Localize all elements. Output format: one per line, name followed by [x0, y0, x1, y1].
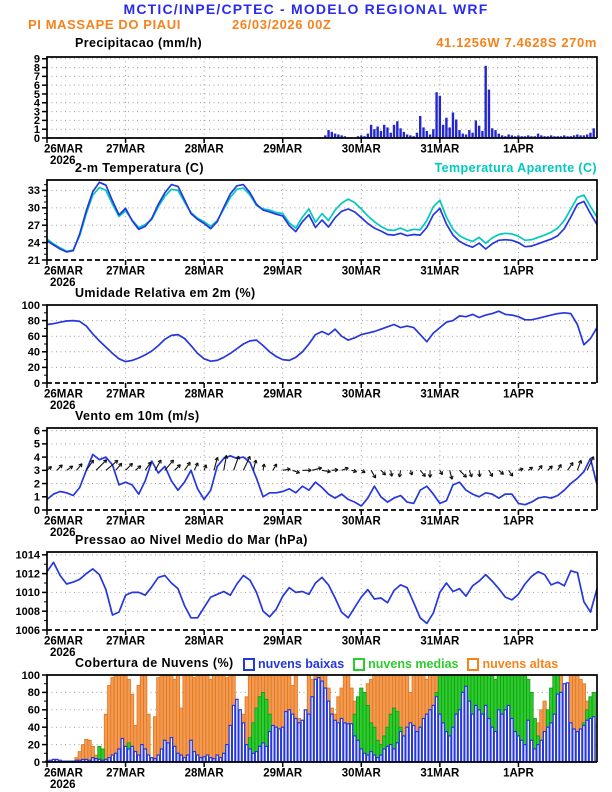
svg-text:80: 80	[27, 315, 40, 328]
svg-text:28MAR: 28MAR	[184, 767, 224, 780]
svg-text:3: 3	[33, 106, 40, 119]
svg-text:1APR: 1APR	[503, 388, 534, 401]
svg-text:60: 60	[27, 704, 40, 717]
svg-text:28MAR: 28MAR	[184, 265, 224, 278]
line-line_blue	[47, 182, 597, 252]
station-coords: 41.1256W 7.4628S 270m	[436, 35, 597, 50]
panel-title-humidity: Umidade Relativa em 2m (%)	[75, 286, 256, 300]
svg-text:2026: 2026	[50, 647, 76, 659]
svg-text:29MAR: 29MAR	[263, 143, 303, 156]
svg-text:20: 20	[27, 362, 40, 375]
svg-text:27: 27	[27, 220, 40, 233]
svg-text:29MAR: 29MAR	[263, 767, 303, 780]
svg-text:0: 0	[33, 756, 40, 769]
svg-text:20: 20	[27, 739, 40, 752]
svg-text:2026: 2026	[50, 400, 76, 412]
legend-label-mid: nuvens medias	[368, 657, 459, 671]
svg-text:6: 6	[33, 425, 40, 438]
panel-mslp	[16, 550, 597, 659]
svg-text:0: 0	[33, 132, 40, 145]
wind-speed-line	[47, 455, 597, 507]
panel-title-clouds: Cobertura de Nuvens (%)	[75, 656, 234, 670]
svg-text:100: 100	[21, 669, 40, 682]
svg-text:2026: 2026	[50, 527, 76, 539]
svg-text:1APR: 1APR	[503, 767, 534, 780]
svg-text:4: 4	[33, 451, 40, 464]
panel-clouds	[22, 670, 597, 791]
svg-text:26MAR: 26MAR	[44, 265, 83, 278]
svg-text:21: 21	[27, 254, 40, 267]
svg-text:1006: 1006	[15, 624, 40, 637]
svg-text:1APR: 1APR	[503, 515, 534, 528]
svg-text:2: 2	[33, 478, 40, 491]
svg-text:29MAR: 29MAR	[263, 515, 303, 528]
svg-text:1: 1	[33, 491, 40, 504]
svg-text:27MAR: 27MAR	[106, 143, 146, 156]
svg-text:40: 40	[27, 722, 40, 734]
svg-text:1APR: 1APR	[503, 635, 534, 648]
svg-text:26MAR: 26MAR	[44, 767, 83, 780]
svg-text:30MAR: 30MAR	[341, 767, 381, 780]
svg-text:27MAR: 27MAR	[106, 767, 146, 780]
panel-title-apparent-temperature: Temperatura Aparente (C)	[434, 161, 597, 175]
svg-text:28MAR: 28MAR	[184, 388, 224, 401]
svg-text:31MAR: 31MAR	[420, 388, 460, 401]
svg-text:1APR: 1APR	[503, 143, 534, 156]
svg-text:100: 100	[21, 299, 40, 312]
svg-text:31MAR: 31MAR	[420, 265, 460, 278]
panel-wind10m	[34, 425, 597, 539]
svg-text:30MAR: 30MAR	[341, 515, 381, 528]
panel-title-pressure: Pressao ao Nivel Medio do Mar (hPa)	[75, 533, 308, 547]
svg-text:28MAR: 28MAR	[184, 143, 224, 156]
station-name: PI MASSAPE DO PIAUI	[28, 17, 181, 32]
svg-text:26MAR: 26MAR	[44, 515, 83, 528]
model-title: MCTIC/INPE/CPTEC - MODELO REGIONAL WRF	[123, 1, 489, 17]
svg-text:27MAR: 27MAR	[106, 515, 146, 528]
panel-precip	[34, 54, 597, 167]
svg-text:30MAR: 30MAR	[341, 388, 381, 401]
svg-text:2026: 2026	[50, 779, 76, 791]
svg-text:30MAR: 30MAR	[341, 265, 381, 278]
svg-text:1008: 1008	[15, 606, 40, 619]
svg-text:33: 33	[27, 185, 40, 198]
precip-bars	[324, 66, 595, 138]
svg-text:26MAR: 26MAR	[44, 635, 83, 648]
svg-text:27MAR: 27MAR	[106, 265, 146, 278]
svg-text:29MAR: 29MAR	[263, 265, 303, 278]
svg-text:8: 8	[33, 62, 40, 75]
svg-text:26MAR: 26MAR	[44, 388, 83, 401]
svg-text:30MAR: 30MAR	[341, 635, 381, 648]
svg-text:29MAR: 29MAR	[263, 635, 303, 648]
svg-text:31MAR: 31MAR	[420, 767, 460, 780]
svg-text:1010: 1010	[15, 587, 40, 600]
svg-text:7: 7	[33, 71, 40, 84]
svg-text:29MAR: 29MAR	[263, 388, 303, 401]
svg-text:27MAR: 27MAR	[106, 388, 146, 401]
run-datetime: 26/03/2026 00Z	[232, 17, 332, 32]
svg-text:0: 0	[33, 504, 40, 517]
svg-text:26MAR: 26MAR	[44, 143, 83, 156]
svg-text:3: 3	[33, 465, 40, 478]
svg-text:28MAR: 28MAR	[184, 515, 224, 528]
svg-text:31MAR: 31MAR	[420, 515, 460, 528]
panel-title-precipitation: Precipitacao (mm/h)	[75, 36, 203, 50]
svg-text:2026: 2026	[50, 277, 76, 289]
svg-text:9: 9	[33, 53, 40, 66]
svg-text:28MAR: 28MAR	[184, 635, 224, 648]
svg-text:31MAR: 31MAR	[420, 635, 460, 648]
legend-label-high: nuvens altas	[482, 657, 559, 671]
svg-text:30MAR: 30MAR	[341, 143, 381, 156]
svg-text:1014: 1014	[15, 549, 40, 562]
svg-text:31MAR: 31MAR	[420, 143, 460, 156]
svg-text:2: 2	[33, 115, 40, 128]
svg-text:5: 5	[33, 438, 40, 451]
svg-text:0: 0	[33, 377, 40, 390]
svg-text:4: 4	[33, 97, 40, 110]
svg-text:27MAR: 27MAR	[106, 635, 146, 648]
svg-text:24: 24	[27, 237, 40, 250]
svg-text:40: 40	[27, 346, 40, 359]
svg-text:80: 80	[27, 687, 40, 700]
svg-text:6: 6	[33, 79, 40, 92]
panel-title-wind: Vento em 10m (m/s)	[75, 409, 200, 423]
panel-temp2m	[28, 180, 597, 289]
wind-barbs	[47, 455, 594, 479]
panel-title-temperature: 2-m Temperatura (C)	[75, 161, 204, 175]
svg-text:1APR: 1APR	[503, 265, 534, 278]
svg-text:60: 60	[27, 331, 40, 343]
svg-text:1012: 1012	[15, 568, 40, 581]
svg-text:1: 1	[33, 123, 40, 136]
svg-text:2026: 2026	[50, 155, 76, 167]
panel-rh2m	[22, 300, 597, 412]
svg-text:5: 5	[33, 88, 40, 101]
legend-label-low: nuvens baixas	[258, 657, 345, 671]
svg-text:30: 30	[27, 202, 40, 215]
